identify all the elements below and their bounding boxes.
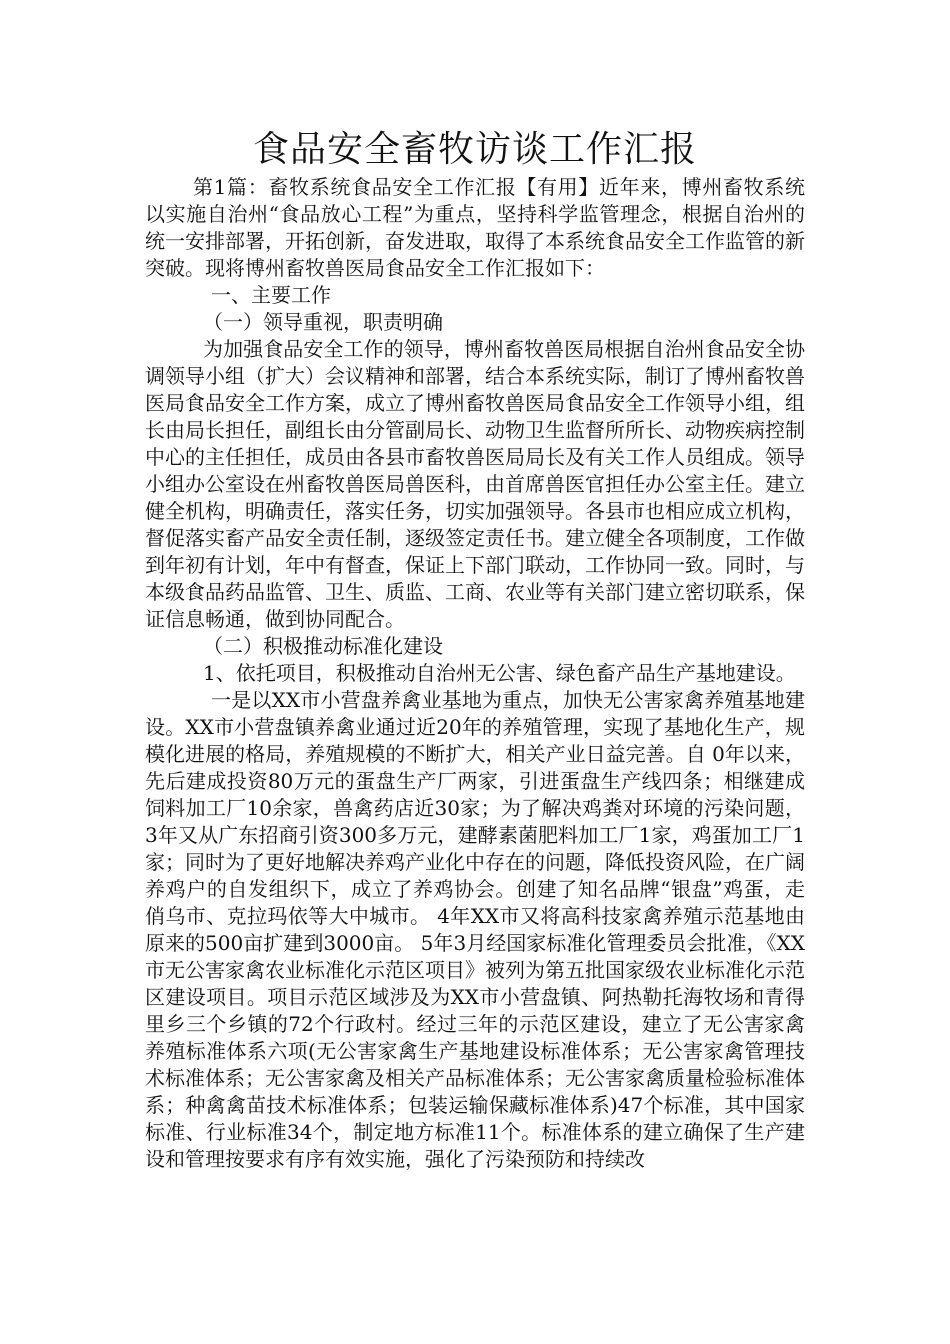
- subheading-leadership: （一）领导重视，职责明确: [203, 310, 443, 334]
- document-title: 食品安全畜牧访谈工作汇报: [252, 129, 697, 170]
- document-body: [145, 174, 805, 1173]
- paragraph-intro: 第1篇：畜牧系统食品安全工作汇报【有用】近年来，博州畜牧系统以实施自治州“食品放心工程”为重点，坚持科学监管理念，根据自治州的统一安排部署，开拓创新，奋发进取，取得了本系统食品安全工作监管的新突破。现将博州畜牧兽医局食品安全工作汇报如下：: [145, 175, 805, 280]
- subheading-standardization: （二）积极推动标准化建设: [203, 634, 443, 658]
- paragraph-poultry-base: 一是以XX市小营盘养禽业基地为重点，加快无公害家禽养殖基地建设。XX市小营盘镇养禽业通过近20年的养殖管理，实现了基地化生产，规模化进展的格局，养殖规模的不断扩大，相关产业日益完善。自 0年以来，先后建成投资80万元的蛋盘生产厂两家，引进蛋盘生产线四条；相继建成饲料加工厂10余家，兽禽药店近30家；为了解决鸡粪对环境的污染问题， 3年又从广东招商引资300多万元，建酵素菌肥料加工厂1家，鸡蛋加工厂1家；同时为了更好地解决养鸡产业化中存在的问题，降低投资风险，在广阔养鸡户的自发组织下，成立了养鸡协会。创建了知名品牌“银盘”鸡蛋，走俏乌市、克拉玛依等大中城市。 4年XX市又将高科技家禽养殖示范基地由原来的500亩扩建到3000亩。 5年3月经国家标准化管理委员会批准，《XX市无公害家禽农业标准化示范区项目》被列为第五批国家级农业标准化示范区建设项目。项目示范区域涉及为XX市小营盘镇、阿热勒托海牧场和青得里乡三个乡镇的72个行政村。经过三年的示范区建设，建立了无公害家禽养殖标准体系六项(无公害家禽生产基地建设标准体系；无公害家禽管理技术标准体系；无公害家禽及相关产品标准体系；无公害家禽质量检验标准体系；种禽禽苗技术标准体系；包装运输保藏标准体系)47个标准，其中国家标准、行业标准34个，制定地方标准11个。标准体系的建立确保了生产建设和管理按要求有序有效实施，强化了污染预防和持续改: [145, 688, 805, 1171]
- heading-main-work: 一、主要工作: [211, 283, 331, 307]
- paragraph-project-base: 1、依托项目，积极推动自治州无公害、绿色畜产品生产基地建设。: [203, 661, 796, 685]
- paragraph-leadership: 为加强食品安全工作的领导，博州畜牧兽医局根据自治州食品安全协调领导小组（扩大）会议精神和部署，结合本系统实际，制订了博州畜牧兽医局食品安全工作方案，成立了博州畜牧兽医局食品安全工作领导小组，组长由局长担任，副组长由分管副局长、动物卫生监督所所长、动物疾病控制中心的主任担任，成员由各县市畜牧兽医局局长及有关工作人员组成。领导小组办公室设在州畜牧兽医局兽医科，由首席兽医官担任办公室主任。建立健全机构，明确责任，落实任务，切实加强领导。各县市也相应成立机构，督促落实畜产品安全责任制，逐级签定责任书。建立健全各项制度，工作做到年初有计划，年中有督查，保证上下部门联动，工作协同一致。同时，与本级食品药品监管、卫生、质监、工商、农业等有关部门建立密切联系，保证信息畅通，做到协同配合。: [145, 337, 805, 631]
